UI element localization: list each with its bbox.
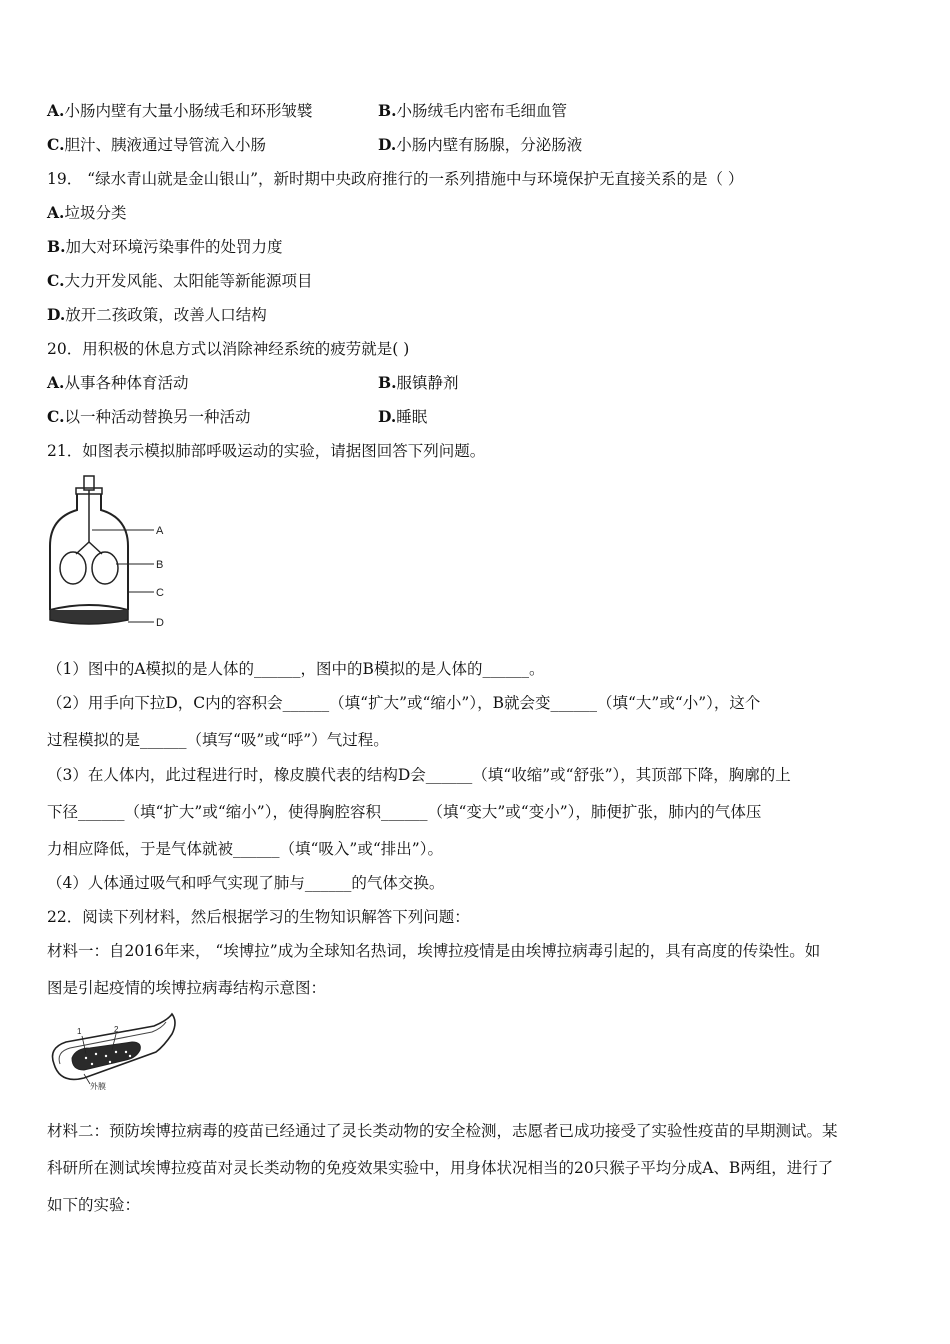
q18-option-a: A.小肠内壁有大量小肠绒毛和环形皱襞 [47, 101, 313, 120]
q21-line-5: 下径______（填“扩大”或“缩小”），使得胸腔容积______（填“变大”或“变小”），肺便扩张，肺内的气体压 [47, 803, 762, 821]
q18-option-d: D.小肠内壁有肠腺，分泌肠液 [378, 135, 583, 154]
q21-line-1: （1）图中的A模拟的是人体的______，图中的B模拟的是人体的______。 [47, 660, 545, 678]
q20-option-b: B.服镇静剂 [378, 373, 459, 392]
q19-option-c: C.大力开发风能、太阳能等新能源项目 [47, 271, 313, 290]
q20-option-a: A.从事各种体育活动 [47, 373, 189, 392]
q22-stem: 22．阅读下列材料，然后根据学习的生物知识解答下列问题： [47, 908, 470, 926]
q22-material2-line-2: 科研所在测试埃博拉疫苗对灵长类动物的免疫效果实验中，用身体状况相当的20只猴子平均分成A、B两组，进行了 [47, 1159, 834, 1177]
q21-line-3: 过程模拟的是______（填写“吸”或“呼”）气过程。 [47, 731, 389, 749]
q18-option-c: C.胆汁、胰液通过导管流入小肠 [47, 135, 266, 154]
q21-line-2: （2）用手向下拉D，C内的容积会______（填“扩大”或“缩小”），B就会变______（填“大”或“小”），这个 [47, 694, 761, 712]
q20-option-d: D.睡眠 [378, 407, 428, 426]
ebola-virus-figure [44, 1012, 184, 1090]
q22-material2-line-1: 材料二：预防埃博拉病毒的疫苗已经通过了灵长类动物的安全检测，志愿者已成功接受了实验性疫苗的早期测试。某 [47, 1122, 838, 1140]
lung-model-figure [44, 474, 174, 634]
q19-option-a: A.垃圾分类 [47, 203, 127, 222]
right-balloon [92, 552, 118, 584]
q22-material1-line-1: 材料一：自2016年来， “埃博拉”成为全球知名热词，埃博拉疫情是由埃博拉病毒引起的，具有高度的传染性。如 [47, 942, 821, 960]
q22-material2-line-3: 如下的实验： [47, 1196, 141, 1214]
q18-option-b: B.小肠绒毛内密布毛细血管 [378, 101, 568, 120]
q20-option-c: C.以一种活动替换另一种活动 [47, 407, 251, 426]
virus-label-1: 1 [77, 1027, 82, 1036]
label-a: A [156, 525, 164, 537]
q21-stem: 21．如图表示模拟肺部呼吸运动的实验，请据图回答下列问题。 [47, 442, 486, 460]
label-d: D [156, 617, 164, 629]
q21-line-7: （4）人体通过吸气和呼气实现了肺与______的气体交换。 [47, 874, 445, 892]
q22-material1-line-2: 图是引起疫情的埃博拉病毒结构示意图： [47, 979, 327, 997]
q21-line-6: 力相应降低，于是气体就被______（填“吸入”或“排出”）。 [47, 840, 443, 858]
q19-option-b: B.加大对环境污染事件的处罚力度 [47, 237, 283, 256]
q21-line-4: （3）在人体内，此过程进行时，橡皮膜代表的结构D会______（填“收缩”或“舒张”），其顶部下降，胸廓的上 [47, 766, 791, 784]
left-balloon [60, 552, 86, 584]
q20-stem: 20．用积极的休息方式以消除神经系统的疲劳就是( ) [47, 340, 410, 358]
virus-label-envelope: 外膜 [90, 1082, 106, 1090]
q19-stem: 19． “绿水青山就是金山银山”，新时期中央政府推行的一系列措施中与环境保护无直接关系的是（ ） [47, 170, 744, 188]
q19-option-d: D.放开二孩政策，改善人口结构 [47, 305, 267, 324]
label-c: C [156, 587, 164, 599]
virus-label-2: 2 [114, 1025, 119, 1034]
label-b: B [156, 559, 164, 571]
